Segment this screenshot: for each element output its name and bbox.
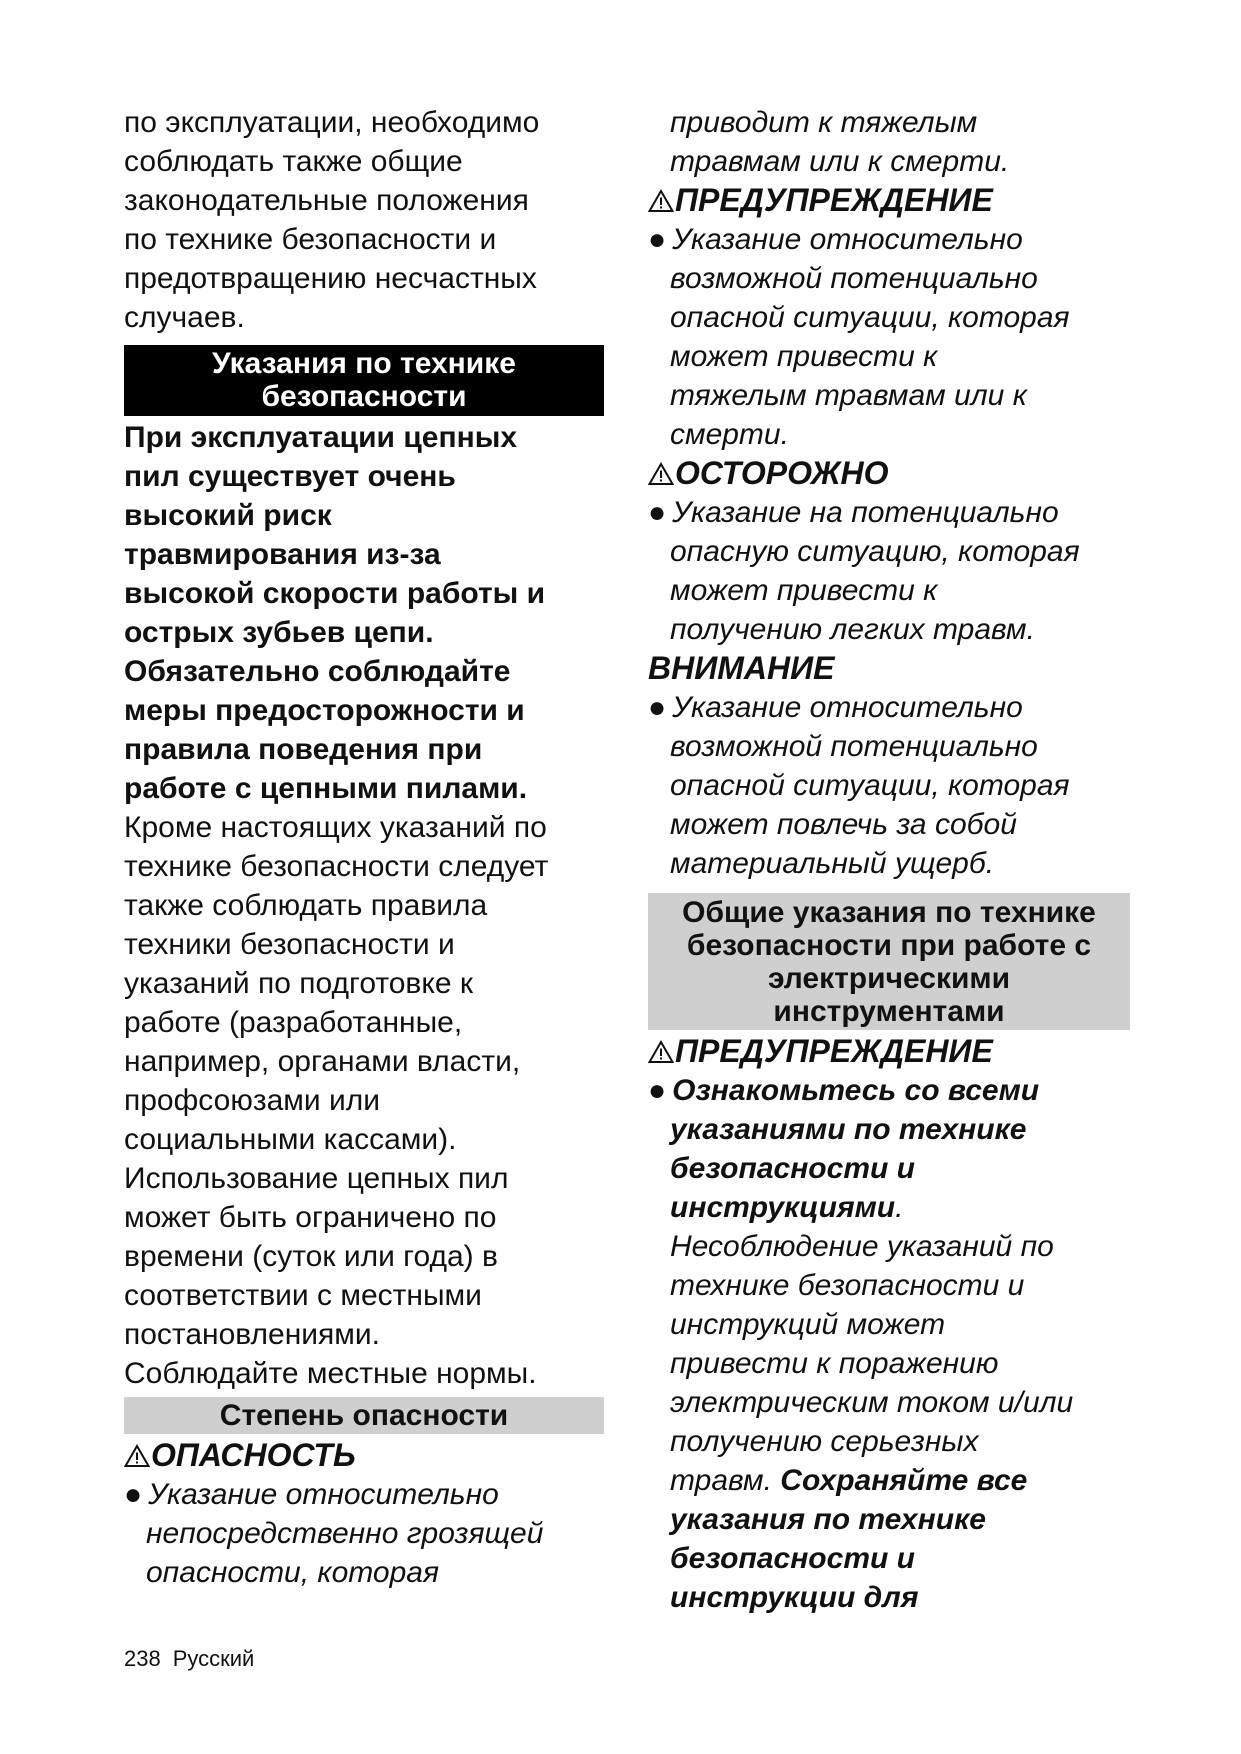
period-text: . <box>895 1191 904 1224</box>
text-line: Соблюдайте местные нормы. <box>124 1357 537 1390</box>
text-line: по эксплуатации, необходимо <box>124 106 540 139</box>
attention-label: ВНИМАНИЕ <box>648 650 835 686</box>
text-line: травмам или к смерти. <box>670 145 1010 178</box>
text-line: материальный ущерб. <box>670 847 995 880</box>
text-line: Использование цепных пил <box>124 1162 509 1195</box>
text-line: травмирования из-за <box>124 538 441 571</box>
bullet-icon: ● <box>124 1478 143 1511</box>
bullet-text: Указание относительно <box>148 1478 499 1511</box>
text-line: острых зубьев цепи. <box>124 616 434 649</box>
heading-line: Указания по технике <box>212 347 516 380</box>
text-line <box>648 1071 1130 1110</box>
regulations-paragraph <box>124 808 604 1393</box>
text-line: также соблюдать правила <box>124 889 488 922</box>
bullet-text: Указание относительно <box>672 691 1023 724</box>
warning-triangle-icon <box>648 1040 674 1064</box>
warning-triangle-icon <box>648 462 674 486</box>
text-line: тяжелым травмам или к <box>670 379 1027 412</box>
text-line: Несоблюдение указаний по <box>670 1230 1054 1263</box>
text-line: работе (разработанные, <box>124 1006 463 1039</box>
warning-label <box>648 1032 1130 1071</box>
text-line <box>648 1188 1130 1227</box>
text-line: возможной потенциально <box>670 262 1038 295</box>
text-line <box>124 1475 604 1514</box>
bullet-icon: ● <box>648 691 667 724</box>
text-line: опасной ситуации, которая <box>670 301 1070 334</box>
danger-label <box>124 1436 604 1475</box>
heading-line: безопасности при работе с <box>686 929 1092 962</box>
text-line: указания по технике <box>670 1503 986 1536</box>
page-number: 238 <box>124 1646 161 1671</box>
text-line: Кроме настоящих указаний по <box>124 811 547 844</box>
danger-level-heading: Степень опасности <box>124 1397 604 1434</box>
bullet-icon: ● <box>648 496 667 529</box>
warning-label-text: ПРЕДУПРЕЖДЕНИЕ <box>675 182 993 218</box>
text-line: технике безопасности и <box>670 1269 1025 1302</box>
heading-line: инструментами <box>773 995 1005 1028</box>
safety-heading <box>124 345 604 416</box>
text-line: приводит к тяжелым <box>670 106 978 139</box>
text-line: непосредственно грозящей <box>146 1517 544 1550</box>
text-line: возможной потенциально <box>670 730 1038 763</box>
bold-text: Сохраняйте все <box>780 1464 1028 1497</box>
text-line: высокой скорости работы и <box>124 577 546 610</box>
text-line: социальными кассами). <box>124 1123 457 1156</box>
intro-paragraph <box>124 103 604 337</box>
bullet-text: Ознакомьтесь со всеми <box>672 1074 1040 1107</box>
bold-text: инструкциями <box>670 1191 896 1224</box>
warning-triangle-icon <box>648 189 674 213</box>
text-line: привести к поражению <box>670 1347 999 1380</box>
text-line: опасной ситуации, которая <box>670 769 1070 802</box>
text-line: указаниями по технике <box>670 1113 1027 1146</box>
heading-line: безопасности <box>261 380 467 413</box>
general-safety-heading <box>648 893 1130 1030</box>
warning-triangle-icon <box>124 1444 150 1468</box>
caution-label <box>648 454 1130 493</box>
text-line <box>648 1461 1130 1500</box>
text-line: При эксплуатации цепных <box>124 421 518 454</box>
text-line: технике безопасности следует <box>124 850 549 883</box>
bullet-text: Указание на потенциально <box>672 496 1059 529</box>
text-line: может привести к <box>670 340 938 373</box>
text-line: меры предосторожности и <box>124 694 525 727</box>
bullet-icon: ● <box>648 1074 667 1107</box>
right-column <box>648 103 1130 1617</box>
bold-warning-paragraph <box>124 418 604 808</box>
caution-label-text: ОСТОРОЖНО <box>675 455 889 491</box>
text-line: правила поведения при <box>124 733 483 766</box>
italic-text: травм. <box>670 1464 772 1497</box>
text-line: опасности, которая <box>146 1556 439 1589</box>
text-line: предотвращению несчастных <box>124 262 537 295</box>
text-line: пил существует очень <box>124 460 456 493</box>
text-line: инструкции для <box>670 1581 919 1614</box>
text-line: постановлениями. <box>124 1318 380 1351</box>
text-line: профсоюзами или <box>124 1084 380 1117</box>
text-line: может быть ограничено по <box>124 1201 497 1234</box>
text-line: может привести к <box>670 574 938 607</box>
left-column <box>124 103 604 1592</box>
text-line: законодательные положения <box>124 184 529 217</box>
text-line: может повлечь за собой <box>670 808 1017 841</box>
text-line: случаев. <box>124 301 245 334</box>
text-line: получению серьезных <box>670 1425 979 1458</box>
text-line: Обязательно соблюдайте <box>124 655 511 688</box>
text-line: работе с цепными пилами. <box>124 772 528 805</box>
text-line: указаний по подготовке к <box>124 967 473 1000</box>
text-line: например, органами власти, <box>124 1045 521 1078</box>
warning-label <box>648 181 1130 220</box>
footer-language: Русский <box>172 1646 255 1671</box>
warning-label-text: ПРЕДУПРЕЖДЕНИЕ <box>675 1033 993 1069</box>
heading-line: Общие указания по технике <box>682 896 1096 929</box>
text-line: безопасности и <box>670 1152 915 1185</box>
danger-label-text: ОПАСНОСТЬ <box>151 1437 356 1473</box>
bullet-text: Указание относительно <box>672 223 1023 256</box>
text-line: соблюдать также общие <box>124 145 463 178</box>
page-footer <box>124 1646 266 1672</box>
text-line: электрическим током и/или <box>670 1386 1074 1419</box>
bullet-icon: ● <box>648 223 667 256</box>
text-line: инструкций может <box>670 1308 946 1341</box>
text-line: получению легких травм. <box>670 613 1035 646</box>
text-line: по технике безопасности и <box>124 223 497 256</box>
text-line: высокий риск <box>124 499 332 532</box>
text-line: соответствии с местными <box>124 1279 482 1312</box>
text-line <box>648 493 1130 532</box>
text-line <box>648 688 1130 727</box>
text-line: опасную ситуацию, которая <box>670 535 1080 568</box>
text-line: безопасности и <box>670 1542 915 1575</box>
text-line: времени (суток или года) в <box>124 1240 498 1273</box>
heading-line: электрическими <box>767 962 1011 995</box>
text-line <box>648 220 1130 259</box>
text-line: техники безопасности и <box>124 928 455 961</box>
text-line: смерти. <box>670 418 789 451</box>
